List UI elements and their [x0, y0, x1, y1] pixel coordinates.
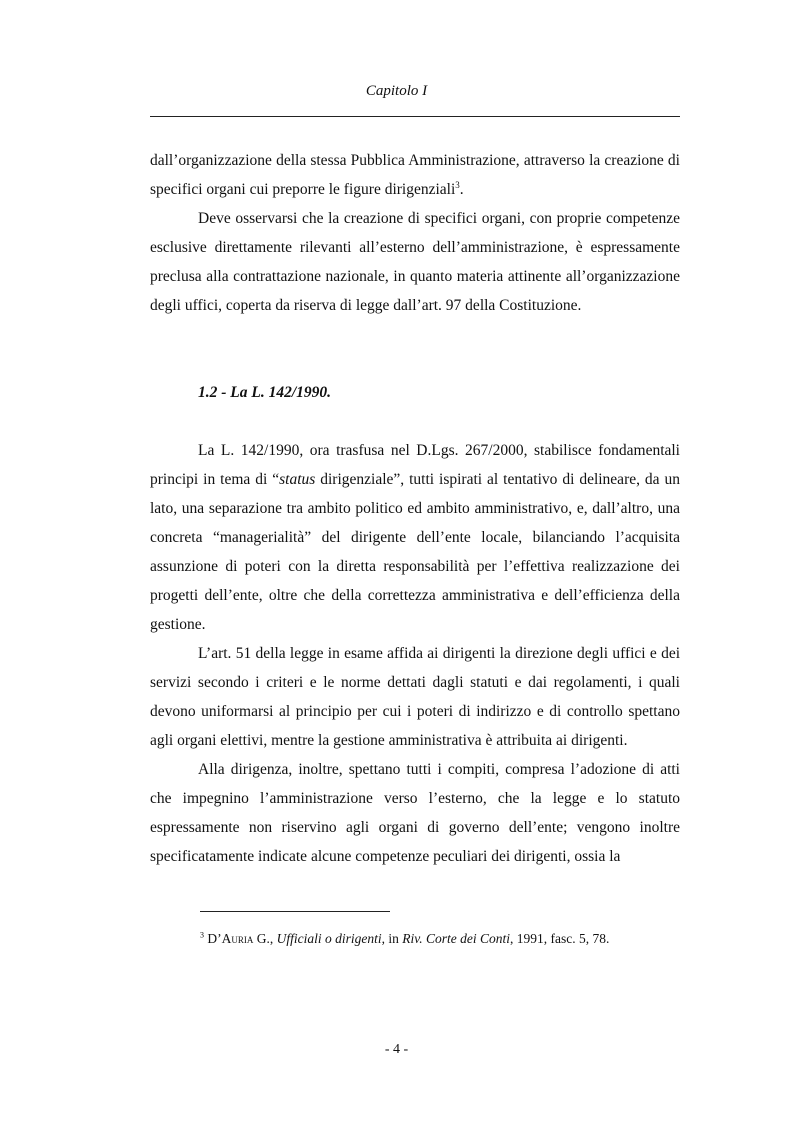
footnote-author-prefix: D’A [207, 931, 232, 946]
section-paragraph-1 [150, 436, 680, 639]
section-paragraph-1-a: La L. 142/1990, ora trasfusa nel D.Lgs. 267/2000, stabilisce fondamentali principi in tema di “ [150, 442, 680, 488]
page-body [150, 146, 680, 871]
footnote-journal: Riv. Corte dei Conti [402, 931, 511, 946]
footnote-middle: , in [381, 931, 403, 946]
section-paragraph-1-italic: status [279, 471, 316, 488]
section-heading: 1.2 - La L. 142/1990. [198, 384, 332, 401]
footnote-number: 3 [200, 930, 204, 940]
section-spacer-top [150, 320, 680, 378]
section-paragraph-2: L’art. 51 della legge in esame affida ai dirigenti la direzione degli uffici e dei servizi secondo i criteri e le norme dettati dagli statuti e dai regolamenti, i quali devono uniformarsi al principio per cui i poteri di indirizzo e di controllo spettano agli organi elettivi, mentre la gestione amministrativa è attribuita ai dirigenti. [150, 645, 680, 749]
section-spacer-bottom [150, 407, 680, 436]
footnote [200, 930, 680, 948]
intro-paragraph-1-text: dall’organizzazione della stessa Pubblica Amministrazione, attraverso la creazione di specifici organi cui preporre le figure dirigenziali [150, 152, 680, 198]
page-number: - 4 - [384, 1042, 409, 1057]
header-rule [150, 116, 680, 117]
intro-paragraph-2: Deve osservarsi che la creazione di specifici organi, con proprie competenze esclusive direttamente rilevanti all’esterno dell’amministrazione, è espressamente preclusa alla contrattazione nazionale, in quanto materia attinente all’organizzazione degli uffici, coperta da riserva di legge dall’art. 97 della Costituzione. [150, 210, 680, 314]
footnote-tail: , 1991, fasc. 5, 78. [510, 931, 610, 946]
footnote-author-after: G., [253, 931, 277, 946]
intro-paragraph-1-end: . [459, 181, 464, 198]
intro-paragraph-1 [150, 146, 680, 204]
footnote-reference[interactable]: 3 [455, 179, 460, 190]
footnote-author-rest: uria [231, 931, 254, 946]
section-paragraph-1-b: dirigenziale”, tutti ispirati al tentativo di delineare, da un lato, una separazione tra ambito politico ed ambito amministrativo, e, dall’altro, una concreta “managerialità” del dirigente dell’ente locale, bilanciando l’acquisita assunzione di poteri con la diretta responsabilità per l’effettiva realizzazione dei progetti dell’ente, oltre che della correttezza amministrativa e dell’efficienza della gestione. [150, 471, 680, 633]
footnote-rule [200, 911, 390, 912]
running-header-title: Capitolo I [365, 83, 428, 99]
section-paragraph-3: Alla dirigenza, inoltre, spettano tutti i compiti, compresa l’adozione di atti che impegnino l’amministrazione verso l’esterno, che la legge e lo statuto espressamente non riservino agli organi di governo dell’ente; vengono inoltre specificatamente indicate alcune competenze peculiari dei dirigenti, ossia la [150, 761, 680, 865]
footnote-title: Ufficiali o dirigenti [276, 931, 382, 946]
